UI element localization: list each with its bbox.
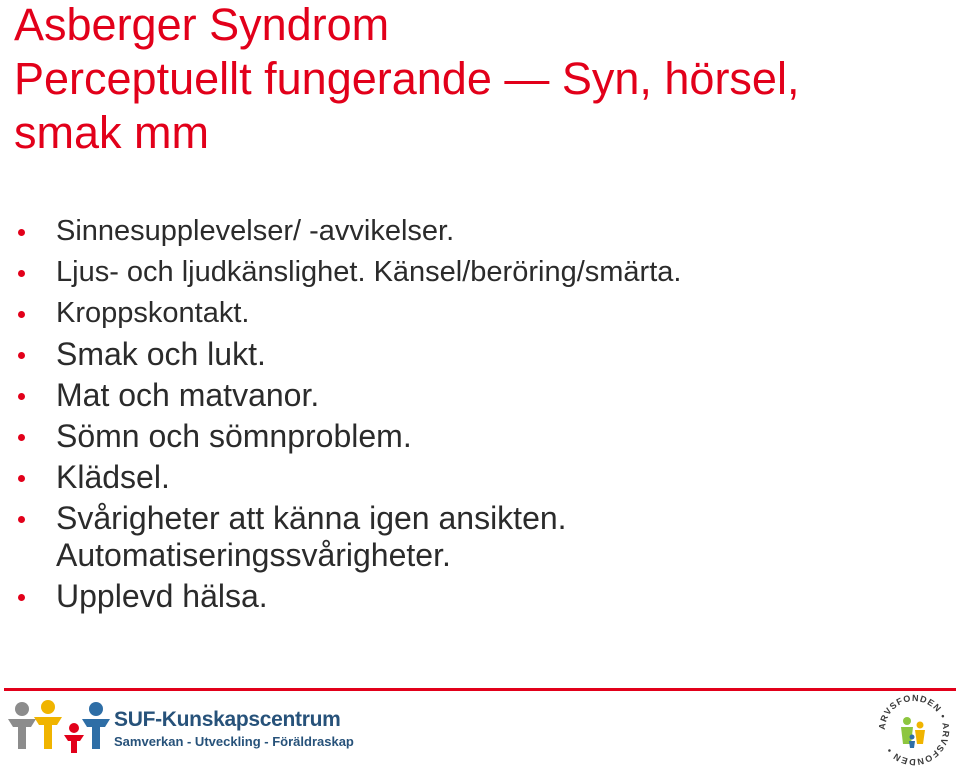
bullet-dot-icon [18,393,25,400]
bullet-dot-icon [18,270,25,277]
title-line-3: smak mm [14,107,209,158]
bullet-dot-icon [18,352,25,359]
title-line-2: Perceptuellt fungerande — Syn, hörsel, [14,53,800,104]
bullet-dot-icon [18,229,25,236]
svg-text:ARVSFONDEN • ARVSFONDEN • [877,693,951,767]
bullet-dot-icon [18,434,25,441]
bullet-item: Sinnesupplevelser/ -avvikelser. [18,213,938,250]
arv-logo-text: ARVSFONDEN • ARVSFONDEN • [876,692,952,768]
bullet-dot-icon [18,475,25,482]
bullet-item: Smak och lukt. [18,336,938,373]
arvsfonden-seal-icon [876,692,952,768]
bullet-list [18,213,938,619]
bullet-item: Sömn och sömnproblem. [18,418,938,455]
suf-name: SUF-Kunskapscentrum [114,708,341,731]
bullet-item: Kroppskontakt. [18,295,938,332]
suf-logo [4,697,354,757]
bullet-dot-icon [18,311,25,318]
bullet-dot-icon [18,594,25,601]
slide-title [14,0,944,160]
bullet-item: Klädsel. [18,459,938,496]
bullet-item: Ljus- och ljudkänslighet. Känsel/beröring/smärta. [18,254,938,291]
bullet-item: Mat och matvanor. [18,377,938,414]
title-line-1: Asberger Syndrom [14,0,390,50]
bullet-item: Upplevd hälsa. [18,578,938,615]
family-figures-icon [4,697,112,757]
footer-divider [4,688,956,691]
suf-tagline: Samverkan - Utveckling - Föräldraskap [114,734,354,749]
bullet-item: Svårigheter att känna igen ansikten. Automatiseringssvårigheter. [18,500,938,574]
bullet-dot-icon [18,516,25,523]
